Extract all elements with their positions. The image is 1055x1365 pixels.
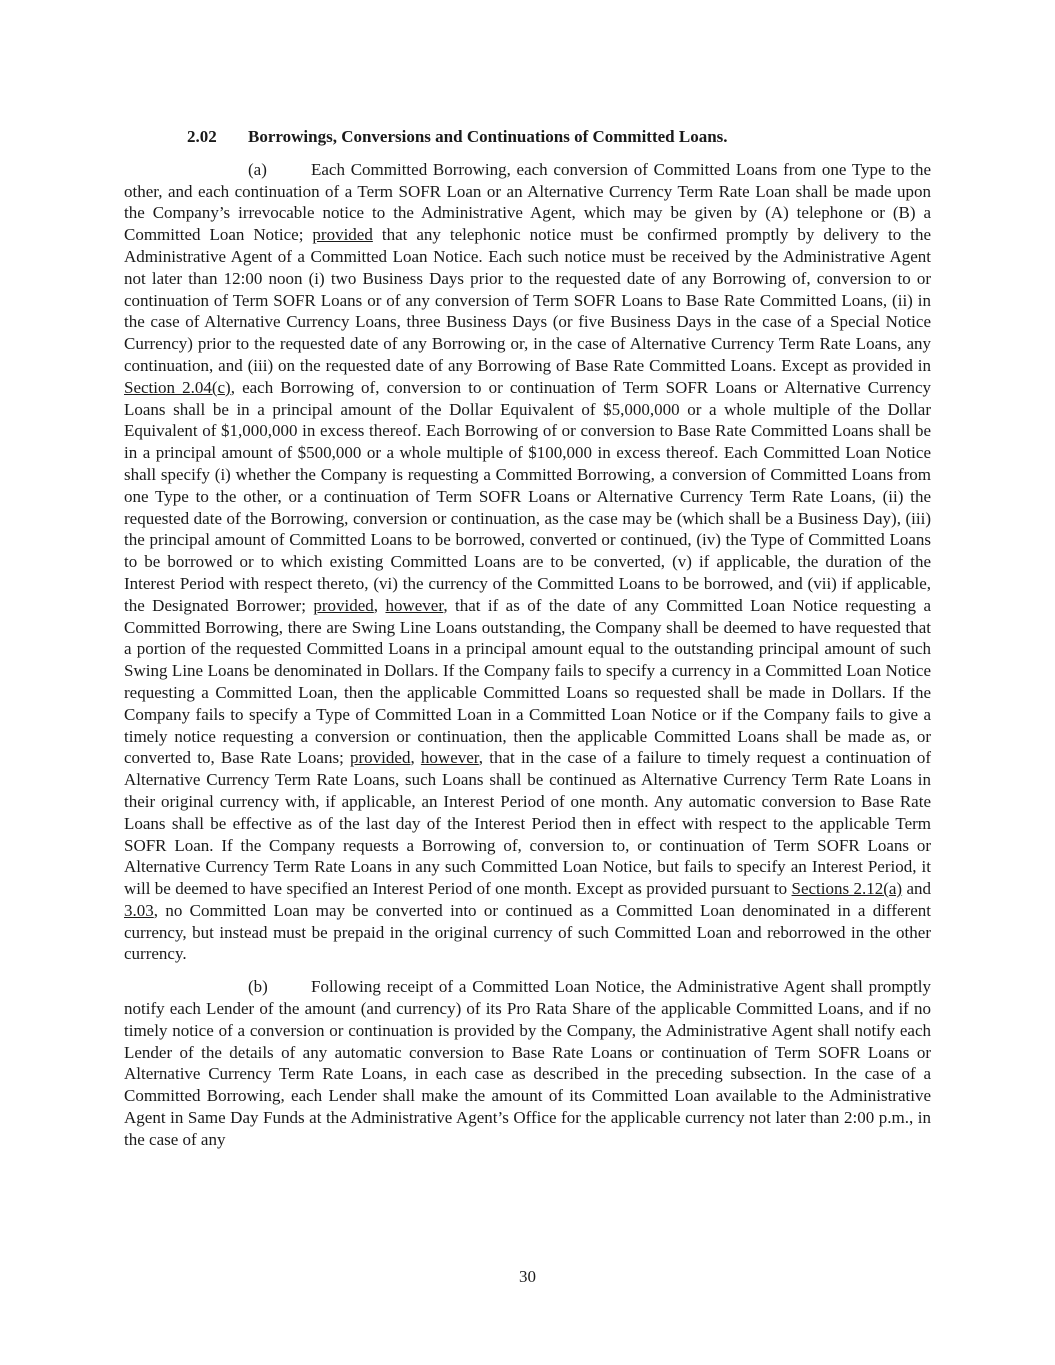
- paragraph-a-text-6: ,: [410, 748, 421, 768]
- sections-2-12a-reference: Sections 2.12(a): [791, 879, 903, 899]
- paragraph-a-text-5: , that if as of the date of any Committed Loan Notice requesting a Committed Borrowing, there are Swing Line Loans outstanding, the Company shall be deemed to have requested that a portion of the requested Committed Loans in a principal amount equal to the outstanding principal amount of such Swing Line Loans be denominated in Dollars. If the Company fails to specify a currency in a Committed Loan Notice requesting a Committed Loan, then the applicable Committed Loans so requested shall be made in Dollars. If the Company fails to specify a Type of Committed Loan in a Committed Loan Notice or if the Company fails to give a timely notice requesting a conversion or continuation, then the applicable Committed Loans shall be made as, or converted to, Base Rate Loans;: [124, 595, 932, 768]
- paragraph-a-text-2: that any telephonic notice must be confirmed promptly by delivery to the Administrative Agent of a Committed Loan Notice. Each such notice must be received by the Administrative Agent not later than 12:00 noon (i) two Business Days prior to the requested date of any Borrowing of, conversion to or continuation of Term SOFR Loans or of any conversion of Term SOFR Loans to Base Rate Committed Loans, (ii) in the case of Alternative Currency Loans, three Business Days (or five Business Days in the case of a Special Notice Currency) prior to the requested date of any Borrowing or, in the case of Alternative Currency Term Rate Loans, any continuation, and (iii) on the requested date of any Borrowing of Base Rate Committed Loans. Except as provided in: [124, 225, 932, 375]
- paragraph-b: [124, 976, 931, 1150]
- document-page: [124, 126, 931, 1162]
- provided-term: provided: [313, 595, 374, 615]
- section-heading: [124, 126, 931, 148]
- paragraph-b-label: (b): [248, 977, 268, 997]
- section-number: 2.02: [187, 127, 217, 146]
- paragraph-a-label: (a): [248, 159, 267, 179]
- section-title: Borrowings, Conversions and Continuations of Committed Loans.: [248, 127, 728, 146]
- paragraph-a-text-1: Each Committed Borrowing, each conversion of Committed Loans from one Type to the other, and each continuation of a Term SOFR Loan or an Alternative Currency Term Rate Loan shall be made upon the Company’s irrevocable notice to the Administrative Agent, which may be given by (A) telephone or (B) a Committed Loan Notice;: [124, 159, 931, 245]
- provided-term: provided: [350, 748, 411, 768]
- paragraph-b-text: Following receipt of a Committed Loan Notice, the Administrative Agent shall promptly notify each Lender of the amount (and currency) of its Pro Rata Share of the applicable Committed Loans, and if no timely notice of a conversion or continuation is provided by the Company, the Administrative Agent shall notify each Lender of the details of any automatic conversion to Base Rate Loans or continuation of Term SOFR Loans or Alternative Currency Term Rate Loans, in each case as described in the preceding subsection. In the case of a Committed Borrowing, each Lender shall make the amount of its Committed Loan available to the Administrative Agent in Same Day Funds at the Administrative Agent’s Office for the applicable currency not later than 2:00 p.m., in the case of any: [124, 977, 931, 1149]
- section-3-03-reference: 3.03: [124, 900, 154, 920]
- paragraph-a: [124, 159, 931, 965]
- paragraph-a-text-4: ,: [373, 595, 386, 615]
- however-term: however: [420, 748, 479, 768]
- however-term: however: [385, 595, 444, 615]
- provided-term: provided: [312, 225, 373, 245]
- page-number: 30: [519, 1267, 536, 1286]
- paragraph-a-text-8: and: [902, 879, 931, 899]
- paragraph-a-text-3: , each Borrowing of, conversion to or continuation of Term SOFR Loans or Alternative Currency Loans shall be in a principal amount of the Dollar Equivalent of $5,000,000 or a whole multiple of the Dollar Equivalent of $1,000,000 in excess thereof. Each Borrowing of or conversion to Base Rate Committed Loans shall be in a principal amount of $500,000 or a whole multiple of $100,000 in excess thereof. Each Committed Loan Notice shall specify (i) whether the Company is requesting a Committed Borrowing, a conversion of Committed Loans from one Type to the other, or a continuation of Term SOFR Loans or Alternative Currency Term Rate Loans, (ii) the requested date of the Borrowing, conversion or continuation, as the case may be (which shall be a Business Day), (iii) the principal amount of Committed Loans to be borrowed, converted or continued, (iv) the Type of Committed Loans to be borrowed or to which existing Committed Loans are to be converted, (v) if applicable, the duration of the Interest Period with respect thereto, (vi) the currency of the Committed Loans to be borrowed, and (vii) if applicable, the Designated Borrower;: [124, 377, 931, 615]
- paragraph-a-text-9: , no Committed Loan may be converted into or continued as a Committed Loan denominated in a different currency, but instead must be prepaid in the original currency of such Committed Loan and reborrowed in the other currency.: [124, 900, 931, 964]
- section-2-04c-reference: Section 2.04(c): [124, 377, 231, 397]
- paragraph-a-text-7: , that in the case of a failure to timely request a continuation of Alternative Currency Term Rate Loans, such Loans shall be continued as Alternative Currency Term Rate Loans in their original currency with, if applicable, an Interest Period of one month. Any automatic conversion to Base Rate Loans shall be effective as of the last day of the Interest Period then in effect with respect to the applicable Term SOFR Loan. If the Company requests a Borrowing of, conversion to, or continuation of Term SOFR Loans or Alternative Currency Term Rate Loans in any such Committed Loan Notice, but fails to specify an Interest Period, it will be deemed to have specified an Interest Period of one month. Except as provided pursuant to: [124, 748, 932, 899]
